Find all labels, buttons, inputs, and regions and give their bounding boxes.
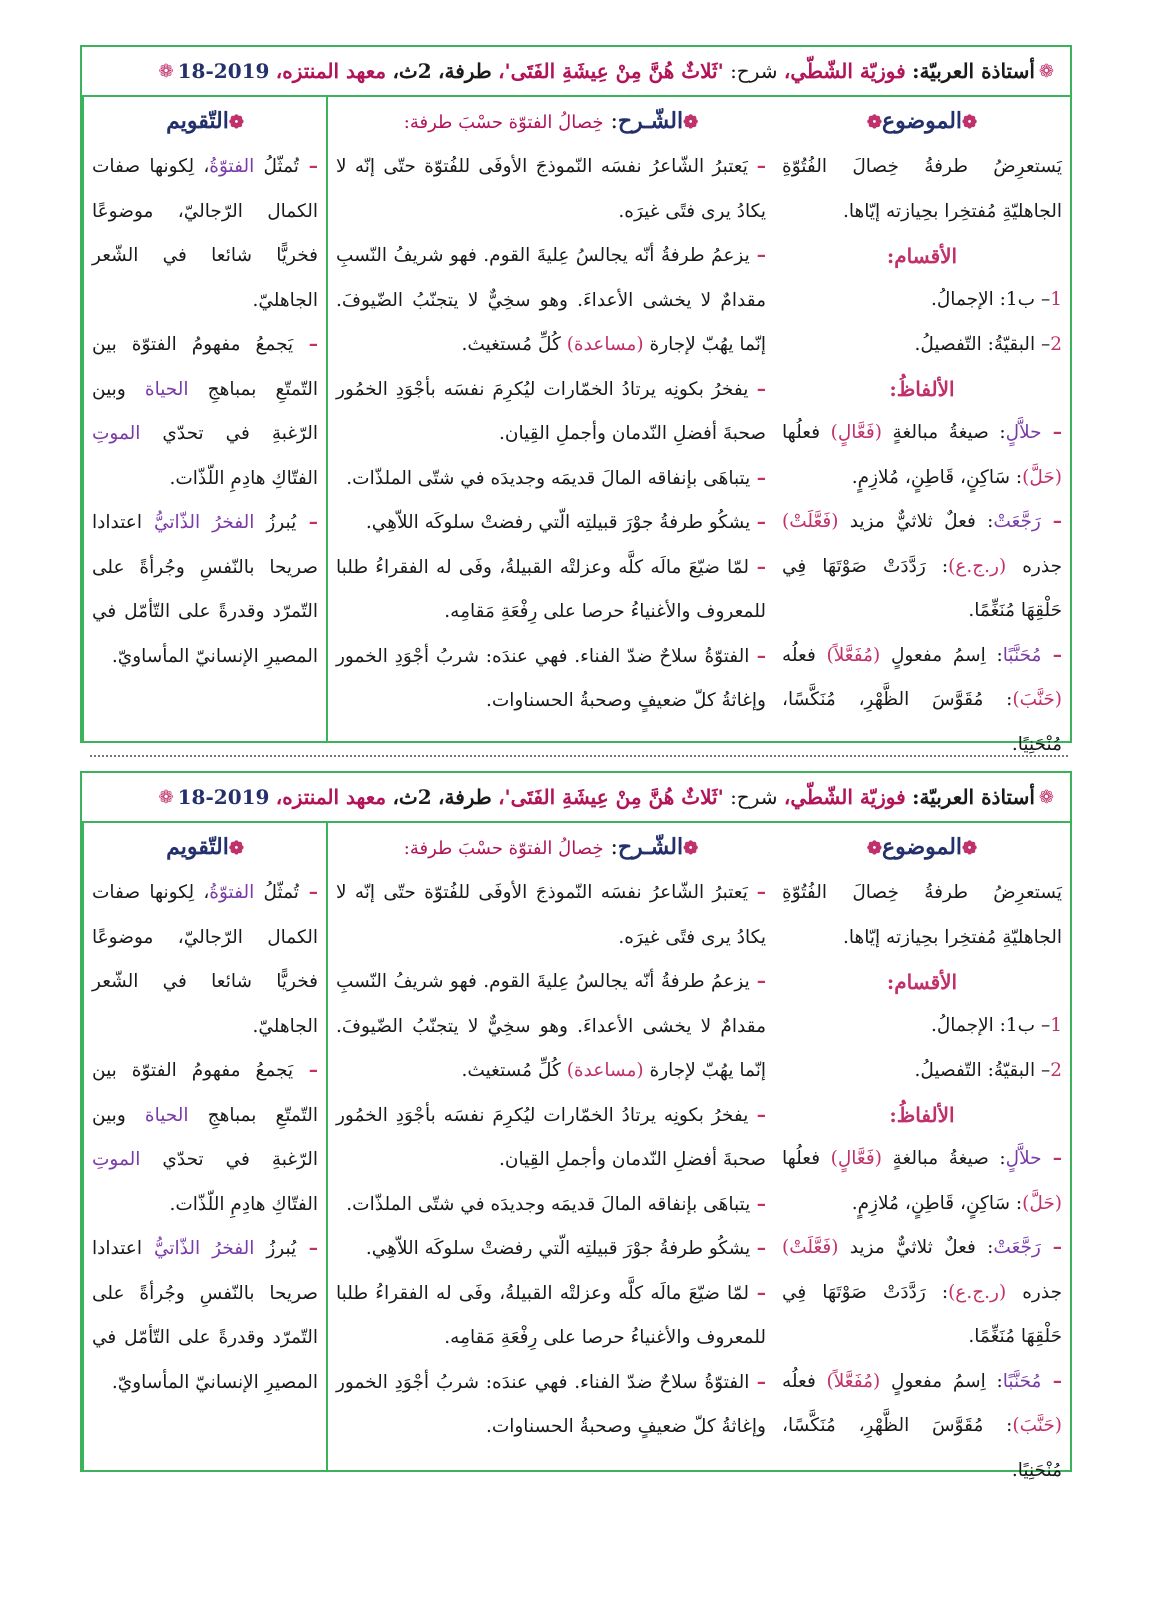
sections-label: الأقسام:	[886, 244, 958, 268]
flower-icon: ❁	[962, 112, 978, 133]
word-item: – مُحَنَّبًا: اِسمُ مفعولٍ (مُفَعَّلاً) فعلُه (حَنَّبَ): مُقَوَّسَ الظَّهْرِ، مُنَكَّسًا، مُنْحَنِيًا.	[782, 644, 1062, 755]
explain-label: شرح:	[730, 785, 778, 809]
flower-icon: ❁	[1038, 60, 1054, 82]
explanation-subtitle: خِصالُ الفتوّة حسْبَ طرفة:	[403, 112, 604, 133]
explanation-column: ❁الشّـرح: خِصالُ الفتوّة حسْبَ طرفة: – يَعتبرُ الشّاعرُ نفسَه النّموذجَ الأوفَى للفُتوّة حتّى إنّه لا يكادُ يرى فتًى غيرَه. – يزعمُ طرفةُ أنّه يجالسُ عِليةَ القوم. فهو شريفُ النّسبِ مقدامٌ لا يخشى الأعداءَ. وهو سخِيٌّ لا يتجنّبُ الضّيوفَ. إنّما يهُبّ لإجارة (مساعدة) كُلِّ مُستغيث. – يفخرُ بكونِه يرتادُ الخمّارات ليُكرِمَ نفسَه بأجْوَدِ الخمُور صحبةَ أفضلِ النّدمان وأجملِ القِيان. – يتباهَى بإنفاقه المالَ قديمَه وجديدَه في شتّى الملذّات. – يشكُو طرفةُ جوْرَ قبيلتِه الّتي رفضتْ سلوكَه اللاّهِي. – لمّا ضيّعَ مالَه كلَّه وعزلتْه القبيلةُ، وفَى له الفقراءُ طلبا للمعروف والأغنياءُ حرصا على رِفْعَةِ مَقامِه. – الفتوّةُ سلاحٌ ضدّ الفناء. فهي عندَه: شربُ أجْوَدِ الخمور وإغاثةُ كلّ ضعيفٍ وصحبةُ الحسناوات.	[326, 97, 774, 741]
evaluation-item: – يُبرزُ الفخرُ الذّاتيُّ اعتدادا صريحا بالنّفسِ وجُرأةً على التّمرّد وقدرةً على التّأمّل في المصيرِ الإنسانيّ المأساويّ.	[92, 512, 318, 667]
flower-icon: ❁	[866, 838, 882, 859]
subject-label: أستاذة العربيّة:	[912, 59, 1035, 83]
explanation-item: – لمّا ضيّعَ مالَه كلَّه وعزلتْه القبيلةُ، وفَى له الفقراءُ طلبا للمعروف والأغنياءُ حرصا على رِفْعَةِ مَقامِه.	[336, 1282, 766, 1348]
explanation-item: – يَعتبرُ الشّاعرُ نفسَه النّموذجَ الأوفَى للفُتوّة حتّى إنّه لا يكادُ يرى فتًى غيرَه.	[336, 156, 766, 222]
topic-title: الموضوع	[881, 834, 963, 860]
poem-title: 'ثَلاثٌ هُنَّ مِنْ عِيشَةِ الفَتَى'،	[498, 785, 724, 809]
explanation-item: – يفخرُ بكونِه يرتادُ الخمّارات ليُكرِمَ نفسَه بأجْوَدِ الخمُور صحبةَ أفضلِ النّدمان وأجملِ القِيان.	[336, 1104, 766, 1170]
section-item: 1– ب1: الإجمالُ.	[930, 289, 1062, 310]
card-header	[82, 47, 1070, 97]
evaluation-item: – يَجمعُ مفهومُ الفتوّة بين التّمتّعِ بمباهجِ الحياة وبين الرّغبةِ في تحدّي الموتِ الفتّاكِ هادِمِ اللّذّات.	[92, 334, 318, 489]
dotted-cut-line	[90, 755, 1068, 757]
topic-text: يَستعرِضُ طرفةُ خِصالَ الفُتُوّةِ الجاهليّةِ مُفتخِرا بحِيازته إيّاها.	[782, 882, 1062, 948]
flower-icon: ❁	[228, 838, 244, 859]
card-header	[82, 773, 1070, 823]
evaluation-column	[82, 97, 326, 741]
subject-label: أستاذة العربيّة:	[912, 785, 1035, 809]
sections-label: الأقسام:	[886, 970, 958, 994]
evaluation-item: – يَجمعُ مفهومُ الفتوّة بين التّمتّعِ بمباهجِ الحياة وبين الرّغبةِ في تحدّي الموتِ الفتّاكِ هادِمِ اللّذّات.	[92, 1060, 318, 1215]
word-item: – حلاَّلٍ: صيغةُ مبالغةٍ (فَعَّالٍ) فعلُها (حَلَّ): سَاكِنٍ، قَاطِنٍ، مُلازِمٍ.	[782, 1148, 1062, 1214]
flower-icon: ❁	[866, 112, 882, 133]
school-name: معهد المنتزه،	[275, 59, 387, 83]
poet-name: طرفة،	[438, 785, 492, 809]
topic-text: يَستعرِضُ طرفةُ خِصالَ الفُتُوّةِ الجاهليّةِ مُفتخِرا بحِيازته إيّاها.	[782, 156, 1062, 222]
explain-label: شرح:	[730, 59, 778, 83]
explanation-item: – يفخرُ بكونِه يرتادُ الخمّارات ليُكرِمَ نفسَه بأجْوَدِ الخمُور صحبةَ أفضلِ النّدمان وأجملِ القِيان.	[336, 378, 766, 444]
flower-icon: ❁	[228, 112, 244, 133]
evaluation-item: – تُمثّلُ الفتوّةُ، لِكونها صفات الكمال الرّجاليّ، موضوعًا فخريًّا شائعا في الشّعر الجاهليّ.	[92, 156, 318, 311]
explanation-item: – يشكُو طرفةُ جوْرَ قبيلتِه الّتي رفضتْ سلوكَه اللاّهِي.	[365, 1238, 766, 1259]
school-year: 18-2019	[177, 785, 270, 809]
evaluation-title: التّقويم	[166, 108, 229, 134]
word-item: – حلاَّلٍ: صيغةُ مبالغةٍ (فَعَّالٍ) فعلُها (حَلَّ): سَاكِنٍ، قَاطِنٍ، مُلازِمٍ.	[782, 422, 1062, 488]
flower-icon: ❁	[683, 112, 699, 133]
explanation-item: – الفتوّةُ سلاحٌ ضدّ الفناء. فهي عندَه: شربُ أجْوَدِ الخمور وإغاثةُ كلّ ضعيفٍ وصحبةُ الحسناوات.	[336, 1371, 767, 1437]
explanation-title: الشّـرح	[617, 108, 684, 134]
poet-name: طرفة،	[438, 59, 492, 83]
section-item: 1– ب1: الإجمالُ.	[930, 1015, 1062, 1036]
topic-column	[774, 823, 1070, 1481]
explanation-item: – الفتوّةُ سلاحٌ ضدّ الفناء. فهي عندَه: شربُ أجْوَدِ الخمور وإغاثةُ كلّ ضعيفٍ وصحبةُ الحسناوات.	[336, 645, 767, 711]
words-label: الألفاظُ:	[889, 1103, 955, 1127]
explanation-column: ❁الشّـرح: خِصالُ الفتوّة حسْبَ طرفة: – يَعتبرُ الشّاعرُ نفسَه النّموذجَ الأوفَى للفُتوّة حتّى إنّه لا يكادُ يرى فتًى غيرَه. – يزعمُ طرفةُ أنّه يجالسُ عِليةَ القوم. فهو شريفُ النّسبِ مقدامٌ لا يخشى الأعداءَ. وهو سخِيٌّ لا يتجنّبُ الضّيوفَ. إنّما يهُبّ لإجارة (مساعدة) كُلِّ مُستغيث. – يفخرُ بكونِه يرتادُ الخمّارات ليُكرِمَ نفسَه بأجْوَدِ الخمُور صحبةَ أفضلِ النّدمان وأجملِ القِيان. – يتباهَى بإنفاقه المالَ قديمَه وجديدَه في شتّى الملذّات. – يشكُو طرفةُ جوْرَ قبيلتِه الّتي رفضتْ سلوكَه اللاّهِي. – لمّا ضيّعَ مالَه كلَّه وعزلتْه القبيلةُ، وفَى له الفقراءُ طلبا للمعروف والأغنياءُ حرصا على رِفْعَةِ مَقامِه. – الفتوّةُ سلاحٌ ضدّ الفناء. فهي عندَه: شربُ أجْوَدِ الخمور وإغاثةُ كلّ ضعيفٍ وصحبةُ الحسناوات.	[326, 823, 774, 1470]
evaluation-column	[82, 823, 326, 1470]
teacher-name: فوزيّة الشّطّي،	[783, 59, 906, 83]
lesson-card-bottom	[80, 771, 1072, 1481]
word-item: – رَجَّعَتْ: فعلٌ ثلاثيٌّ مزيد (فَعَّلَتْ) جذره (ر.ج.ع): رَدَّدَتْ صَوْتَهَا فِي حَلْقِهَا مُنَغِّمًا.	[782, 1237, 1063, 1347]
explanation-item: – يتباهَى بإنفاقه المالَ قديمَه وجديدَه في شتّى الملذّات.	[346, 1193, 766, 1215]
level: 2ث،	[392, 785, 432, 809]
word-item: – رَجَّعَتْ: فعلٌ ثلاثيٌّ مزيد (فَعَّلَتْ) جذره (ر.ج.ع): رَدَّدَتْ صَوْتَهَا فِي حَلْقِهَا مُنَغِّمًا.	[782, 511, 1063, 621]
evaluation-item: – يُبرزُ الفخرُ الذّاتيُّ اعتدادا صريحا بالنّفسِ وجُرأةً على التّمرّد وقدرةً على التّأمّل في المصيرِ الإنسانيّ المأساويّ.	[92, 1238, 318, 1393]
explanation-item: – يزعمُ طرفةُ أنّه يجالسُ عِليةَ القوم. فهو شريفُ النّسبِ مقدامٌ لا يخشى الأعداءَ. وهو سخِيٌّ لا يتجنّبُ الضّيوفَ. إنّما يهُبّ لإجارة (مساعدة) كُلِّ مُستغيث.	[336, 245, 766, 355]
evaluation-title: التّقويم	[166, 834, 229, 860]
flower-icon: ❁	[158, 60, 174, 82]
school-name: معهد المنتزه،	[275, 785, 387, 809]
level: 2ث،	[392, 59, 432, 83]
evaluation-item: – تُمثّلُ الفتوّةُ، لِكونها صفات الكمال الرّجاليّ، موضوعًا فخريًّا شائعا في الشّعر الجاهليّ.	[92, 882, 318, 1037]
topic-title: الموضوع	[881, 108, 963, 134]
explanation-item: – لمّا ضيّعَ مالَه كلَّه وعزلتْه القبيلةُ، وفَى له الفقراءُ طلبا للمعروف والأغنياءُ حرصا على رِفْعَةِ مَقامِه.	[336, 556, 766, 622]
flower-icon: ❁	[1038, 786, 1054, 808]
flower-icon: ❁	[962, 838, 978, 859]
flower-icon: ❁	[683, 838, 699, 859]
explanation-title: الشّـرح	[617, 834, 684, 860]
explanation-item: – يتباهَى بإنفاقه المالَ قديمَه وجديدَه في شتّى الملذّات.	[346, 467, 766, 489]
explanation-item: – يزعمُ طرفةُ أنّه يجالسُ عِليةَ القوم. فهو شريفُ النّسبِ مقدامٌ لا يخشى الأعداءَ. وهو سخِيٌّ لا يتجنّبُ الضّيوفَ. إنّما يهُبّ لإجارة (مساعدة) كُلِّ مُستغيث.	[336, 971, 766, 1081]
poem-title: 'ثَلاثٌ هُنَّ مِنْ عِيشَةِ الفَتَى'،	[498, 59, 724, 83]
school-year: 18-2019	[177, 59, 270, 83]
explanation-subtitle: خِصالُ الفتوّة حسْبَ طرفة:	[403, 838, 604, 859]
section-item: 2– البقيّةُ: التّفصيلُ.	[914, 1059, 1062, 1081]
flower-icon: ❁	[158, 786, 174, 808]
words-label: الألفاظُ:	[889, 377, 955, 401]
word-item: – مُحَنَّبًا: اِسمُ مفعولٍ (مُفَعَّلاً) فعلُه (حَنَّبَ): مُقَوَّسَ الظَّهْرِ، مُنَكَّسًا، مُنْحَنِيًا.	[782, 1370, 1062, 1481]
topic-column	[774, 97, 1070, 755]
explanation-item: – يشكُو طرفةُ جوْرَ قبيلتِه الّتي رفضتْ سلوكَه اللاّهِي.	[365, 512, 766, 533]
teacher-name: فوزيّة الشّطّي،	[783, 785, 906, 809]
section-item: 2– البقيّةُ: التّفصيلُ.	[914, 333, 1062, 355]
explanation-item: – يَعتبرُ الشّاعرُ نفسَه النّموذجَ الأوفَى للفُتوّة حتّى إنّه لا يكادُ يرى فتًى غيرَه.	[336, 882, 766, 948]
lesson-card-top	[80, 45, 1072, 755]
